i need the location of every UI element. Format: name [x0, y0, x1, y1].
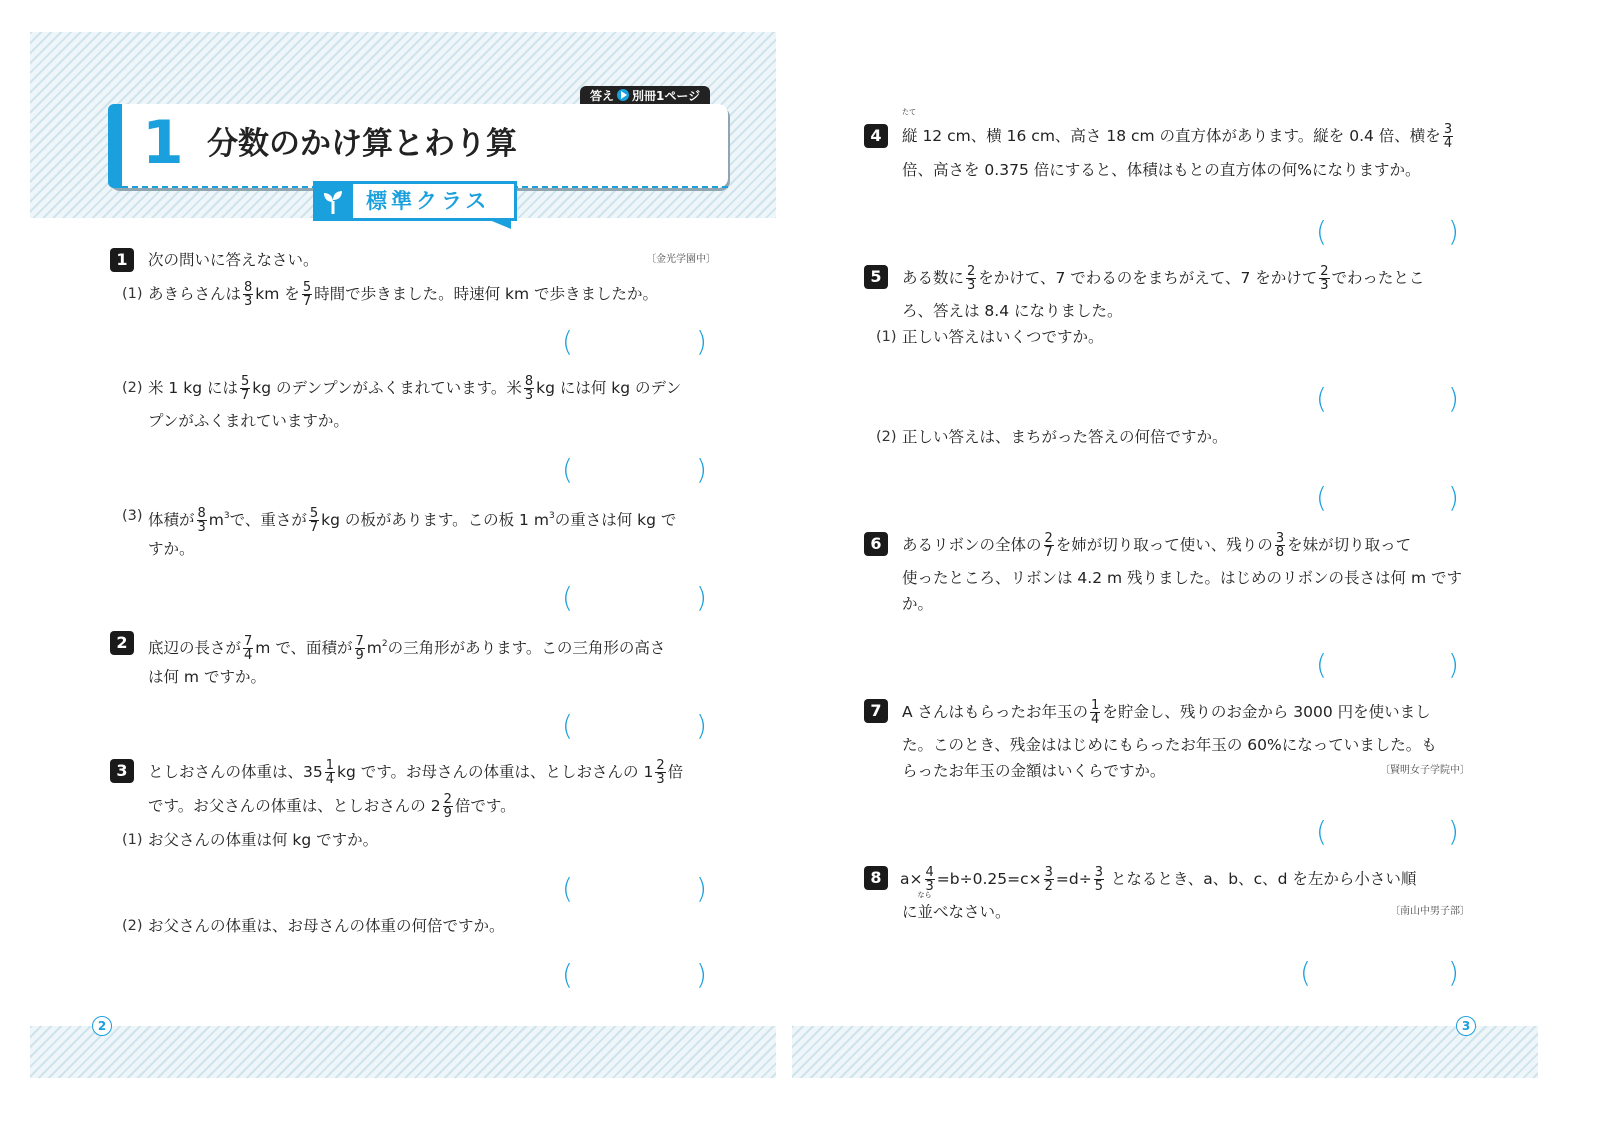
question-7-text-line2: た。このとき、残金ははじめにもらったお年玉の 60%になっていました。も: [902, 736, 1437, 754]
answer-open-paren: (: [562, 581, 573, 614]
question-4-text-line2: 倍、高さを 0.375 倍にすると、体積はもとの直方体の何%になりますか。: [902, 161, 1421, 179]
arrow-right-icon: [617, 89, 629, 101]
question-7-source: 〔賢明女子学院中〕: [1380, 765, 1470, 776]
answer-open-paren: (: [562, 453, 573, 486]
answer-open-paren: (: [1316, 215, 1327, 248]
answer-close-paren: ): [696, 581, 707, 614]
class-label-tail: [487, 219, 511, 229]
fraction: $\frac{8}{3}$: [244, 280, 253, 309]
question-number-8: 8: [864, 866, 888, 890]
question-2-text-line2: は何 m ですか。: [148, 668, 266, 686]
class-label: 標準クラス: [366, 189, 491, 213]
q3-part2-text: お父さんの体重は、お母さんの体重の何倍ですか。: [148, 917, 505, 935]
answer-close-paren: ): [696, 872, 707, 905]
fraction: $\frac{2}{3}$: [967, 264, 976, 293]
question-number-3: 3: [110, 759, 134, 783]
fraction: $\frac{3}{4}$: [1443, 122, 1453, 151]
q1-part3-text-line2: すか。: [148, 540, 195, 558]
question-3-text-line2: です。お父さんの体重は、としおさんの 2 $\frac{2}{9}$ 倍です。: [148, 792, 516, 821]
question-number-7: 7: [864, 699, 888, 723]
q1-part1-text: あきらさんは $\frac{8}{3}$ km を $\frac{5}{7}$ 時間で歩きました。時速何 km で歩きましたか。: [148, 280, 659, 309]
footer-hatch-band-left: [30, 1026, 776, 1078]
q1-part2-text-line2: プンがふくまれていますか。: [148, 412, 349, 430]
answer-close-paren: ): [1448, 648, 1459, 681]
sprout-icon: [313, 181, 353, 221]
page-number-left: 2: [92, 1016, 112, 1036]
answer-close-paren: ): [1448, 956, 1459, 989]
question-number-2: 2: [110, 631, 134, 655]
fraction: $\frac{2}{9}$: [443, 792, 452, 821]
q3-part1-label: (1): [122, 832, 143, 848]
answer-close-paren: ): [696, 325, 707, 358]
fraction: $\frac{2}{3}$: [656, 758, 665, 787]
answer-close-paren: ): [696, 709, 707, 742]
fraction: $\frac{1}{4}$: [1091, 698, 1100, 727]
question-2-text: 底辺の長さが $\frac{7}{4}$ m で、面積が $\frac{7}{9}$ $m^2$の三角形があります。この三角形の高さ: [148, 634, 666, 663]
question-number-6: 6: [864, 532, 888, 556]
answer-open-paren: (: [1316, 481, 1327, 514]
answer-open-paren: (: [562, 709, 573, 742]
q5-part1-label: (1): [876, 329, 897, 345]
fraction: $\frac{5}{7}$: [309, 506, 319, 535]
answer-open-paren: (: [1300, 956, 1311, 989]
q5-part2-text: 正しい答えは、まちがった答えの何倍ですか。: [902, 428, 1228, 446]
answer-open-paren: (: [562, 325, 573, 358]
question-5-text: ある数に $\frac{2}{3}$ をかけて、7 でわるのをまちがえて、7 をかけて $\frac{2}{3}$ でわったとこ: [902, 264, 1425, 293]
question-7-text-line3: らったお年玉の金額はいくらですか。: [902, 762, 1166, 780]
q1-part2-text: 米 1 kg には $\frac{5}{7}$ kg のデンプンがふくまれています。米 $\frac{8}{3}$ kg には何 kg のデン: [148, 374, 682, 403]
answer-close-paren: ): [696, 453, 707, 486]
answer-close-paren: ): [1448, 382, 1459, 415]
q5-part1-text: 正しい答えはいくつですか。: [902, 328, 1104, 346]
fraction: $\frac{5}{7}$: [240, 374, 250, 403]
question-4-text: 縦 たて 12 cm、横 16 cm、高さ 18 cm の直方体があります。縦を 0.4 倍、横を $\frac{3}{4}$: [902, 118, 1455, 154]
q1-part2-label: (2): [122, 380, 143, 396]
answer-open-paren: (: [562, 872, 573, 905]
answer-close-paren: ): [1448, 815, 1459, 848]
question-6-text: あるリボンの全体の $\frac{2}{7}$ を姉が切り取って使い、残りの $\frac{3}{8}$ を妹が切り取って: [902, 531, 1412, 560]
fraction: $\frac{7}{4}$: [244, 634, 253, 663]
q3-part1-text: お父さんの体重は何 kg ですか。: [148, 831, 379, 849]
question-6-text-line3: か。: [902, 595, 934, 613]
question-number-5: 5: [864, 265, 888, 289]
answer-open-paren: (: [1316, 648, 1327, 681]
fraction: $\frac{1}{4}$: [325, 758, 335, 787]
question-8-source: 〔南山中男子部〕: [1390, 906, 1470, 917]
fraction: $\frac{3}{5}$: [1094, 865, 1103, 894]
question-5-text-line2: ろ、答えは 8.4 になりました。: [902, 302, 1123, 320]
question-number-4: 4: [864, 124, 888, 148]
footer-hatch-band-right: [792, 1026, 1538, 1078]
answer-close-paren: ): [696, 958, 707, 991]
question-3-text: としおさんの体重は、35 $\frac{1}{4}$ kg です。お母さんの体重は、としおさんの 1 $\frac{2}{3}$ 倍: [148, 758, 684, 787]
question-6-text-line2: 使ったところ、リボンは 4.2 m 残りました。はじめのリボンの長さは何 m です: [902, 569, 1462, 587]
fraction: $\frac{3}{2}$: [1044, 865, 1053, 894]
fraction: $\frac{2}{3}$: [1320, 264, 1329, 293]
q5-part2-label: (2): [876, 429, 897, 445]
answer-open-paren: (: [1316, 815, 1327, 848]
answer-open-paren: (: [562, 958, 573, 991]
answer-ref-label: 別冊1ページ: [632, 89, 701, 103]
question-number-1: 1: [110, 248, 134, 272]
fraction: $\frac{2}{7}$: [1044, 531, 1053, 560]
fraction: $\frac{7}{9}$: [355, 634, 364, 663]
answer-open-paren: (: [1316, 382, 1327, 415]
page-number-right: 3: [1456, 1016, 1476, 1036]
answer-reference-tab: [580, 86, 710, 106]
answer-close-paren: ): [1448, 481, 1459, 514]
fraction: $\frac{8}{3}$: [197, 506, 206, 535]
q1-part3-text: 体積が $\frac{8}{3}$ $m^3$で、重さが $\frac{5}{7}$ kg の板があります。この板 1 $m^3$の重さは何 kg で: [148, 506, 677, 535]
question-7-text: A さんはもらったお年玉の $\frac{1}{4}$ を貯金し、残りのお金から 3000 円を使いまし: [902, 698, 1431, 727]
chapter-title: 分数のかけ算とわり算: [207, 126, 517, 162]
fraction: $\frac{4}{3}$: [925, 865, 934, 894]
answer-close-paren: ): [1448, 215, 1459, 248]
q3-part2-label: (2): [122, 918, 143, 934]
q1-part1-label: (1): [122, 286, 143, 302]
q1-part3-label: (3): [122, 508, 143, 524]
fraction: $\frac{8}{3}$: [524, 374, 534, 403]
question-1-source: 〔金光学園中〕: [646, 254, 716, 265]
chapter-accent-bar: [108, 104, 122, 188]
fraction: $\frac{5}{7}$: [302, 280, 312, 309]
fraction: $\frac{3}{8}$: [1275, 531, 1285, 560]
ruby-annotation: 並 なら: [917, 891, 934, 921]
question-8-text: a× $\frac{4}{3}$ =b÷0.25=c× $\frac{3}{2}$ =d÷ $\frac{3}{5}$ となるとき、a、b、c、d を左から小さい順: [900, 865, 1417, 894]
answer-tab-label: 答え: [590, 89, 615, 103]
question-8-text-line2: に並 なら べなさい。: [902, 891, 1011, 921]
ruby-annotation: 縦 たて: [902, 108, 918, 145]
question-1-text: 次の問いに答えなさい。: [148, 251, 319, 269]
chapter-number: 1: [142, 108, 184, 178]
